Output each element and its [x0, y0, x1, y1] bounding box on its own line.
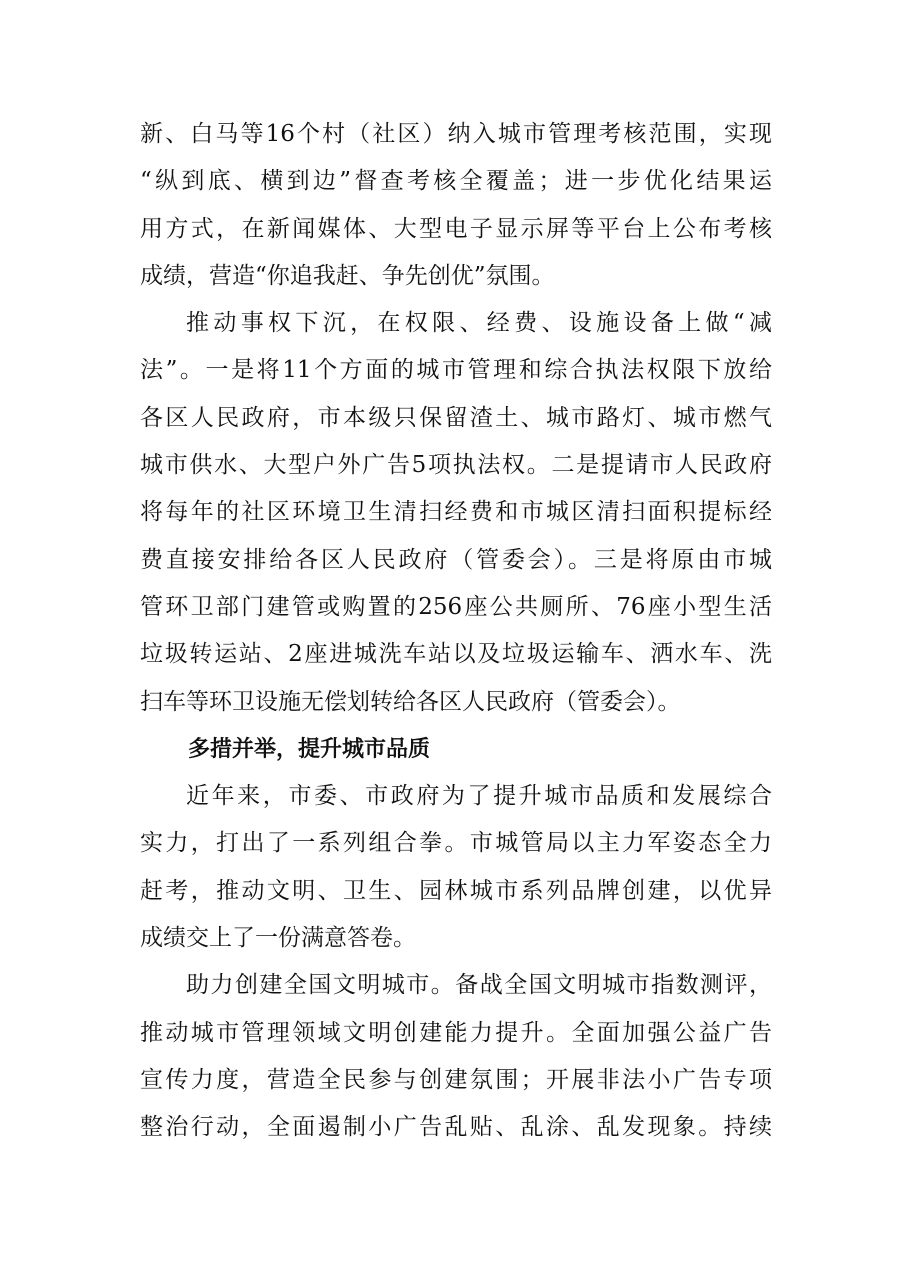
text-line: 各区人民政府，市本级只保留渣土、城市路灯、城市燃气 [140, 404, 772, 431]
text-line: 推动城市管理领域文明创建能力提升。全面加强公益广告 [140, 1019, 772, 1046]
text-line: 扫车等环卫设施无偿划转给各区人民政府（管委会）。 [140, 688, 681, 715]
text-line: 管环卫部门建管或购置的256座公共厕所、76座小型生活 [140, 593, 772, 620]
text-line: “纵到底、横到边”督查考核全覆盖；进一步优化结果运 [140, 168, 772, 195]
paragraph-2 [140, 300, 772, 726]
text-line: 法”。一是将11个方面的城市管理和综合执法权限下放给 [140, 357, 772, 384]
text-line: 助力创建全国文明城市。备战全国文明城市指数测评， [186, 972, 772, 999]
text-line: 用方式，在新闻媒体、大型电子显示屏等平台上公布考核 [140, 215, 772, 242]
text-line: 实力，打出了一系列组合拳。市城管局以主力军姿态全力 [140, 830, 772, 857]
text-line: 近年来，市委、市政府为了提升城市品质和发展综合 [186, 783, 772, 810]
text-line: 将每年的社区环境卫生清扫经费和市城区清扫面积提标经 [140, 499, 772, 526]
text-line: 成绩交上了一份满意答卷。 [140, 925, 416, 952]
text-line: 费直接安排给各区人民政府（管委会）。三是将原由市城 [140, 546, 772, 573]
text-line: 新、白马等16个村（社区）纳入城市管理考核范围，实现 [140, 121, 772, 147]
document-page [140, 111, 772, 1152]
text-line: 整治行动，全面遏制小广告乱贴、乱涂、乱发现象。持续 [140, 1114, 772, 1141]
text-line: 城市供水、大型户外广告5项执法权。二是提请市人民政府 [140, 452, 772, 479]
paragraph-1 [140, 111, 772, 300]
section-heading: 多措并举，提升城市品质 [188, 736, 431, 762]
text-line: 成绩，营造“你追我赶、争先创优”氛围。 [140, 262, 555, 289]
text-line: 推动事权下沉，在权限、经费、设施设备上做“减 [186, 310, 772, 337]
text-line: 垃圾转运站、2座进城洗车站以及垃圾运输车、洒水车、洗 [140, 641, 772, 668]
text-line: 宣传力度，营造全民参与创建氛围；开展非法小广告专项 [140, 1066, 772, 1093]
paragraph-3 [140, 773, 772, 962]
paragraph-4 [140, 962, 772, 1151]
text-line: 赶考，推动文明、卫生、园林城市系列品牌创建，以优异 [140, 877, 772, 904]
